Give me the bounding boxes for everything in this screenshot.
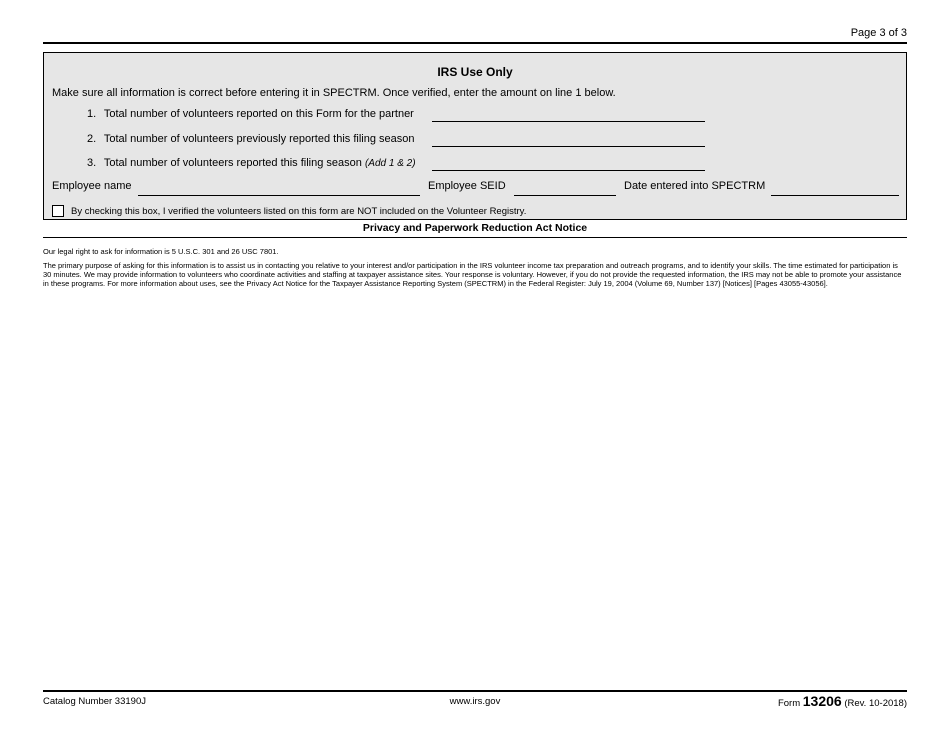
verification-checkbox[interactable] [52,205,64,217]
privacy-rule [43,237,907,238]
verification-row [52,205,526,217]
employee-name-label: Employee name [52,180,132,192]
irs-use-only-title: IRS Use Only [437,65,513,79]
line-1-field[interactable] [432,121,705,122]
line-1 [87,108,414,120]
form-prefix: Form [777,698,801,709]
bottom-rule [43,690,907,692]
date-entered-label: Date entered into SPECTRM [624,180,766,192]
verification-checkbox-label: By checking this box, I verified the volunteers listed on this form are NOT included on the Volunteer Registry. [71,205,527,217]
form-revision: (Rev. 10-2018) [844,698,907,709]
privacy-legal-right: Our legal right to ask for information is 5 U.S.C. 301 and 26 USC 7801. [43,247,279,256]
employee-seid-field[interactable] [514,195,616,196]
line-3 [87,157,416,169]
line-1-label: Total number of volunteers reported on this Form for the partner [103,108,414,120]
privacy-purpose: The primary purpose of asking for this information is to assist us in contacting you relative to your interest and/or participation in the IRS volunteer income tax preparation and outreach programs, and to identify your skills. The time estimated for participation is 30 minutes. We may provide information to volunteers who coordinate activities and staffing at taxpayer assistance sites. Your response is voluntary. However, if you do not provide the requested information, the IRS may not be able to promote your assistance in these programs. For more information about uses, see the Privacy Act Notice for the Taxpayer Assistance Reporting System (SPECTRM) in the Federal Register: July 19, 2004 (Volume 69, Number 137) [Notices] [Pages 43055-43056]. [43,261,902,288]
employee-name-field[interactable] [138,195,420,196]
form-identifier [778,693,907,709]
date-entered-field[interactable] [771,195,899,196]
line-1-number: 1. [87,108,97,120]
line-2-field[interactable] [432,146,705,147]
line-3-field[interactable] [432,170,705,171]
top-rule [43,42,907,44]
employee-seid-label: Employee SEID [428,180,506,192]
line-3-number: 3. [87,157,97,169]
line-2-label: Total number of volunteers previously reported this filing season [103,133,415,145]
line-2-number: 2. [87,133,97,145]
privacy-heading: Privacy and Paperwork Reduction Act Notice [362,222,588,234]
line-3-label: Total number of volunteers reported this filing season [103,157,362,169]
irs-instruction: Make sure all information is correct before entering it in SPECTRM. Once verified, enter the amount on line 1 below. [52,87,616,99]
line-3-note: (Add 1 & 2) [364,158,416,169]
form-number: 13206 [802,693,842,709]
irs-use-only-section [43,52,907,220]
catalog-number: Catalog Number 33190J [43,696,146,707]
website-link[interactable]: www.irs.gov [449,696,501,707]
line-2 [87,133,414,145]
page-number: Page 3 of 3 [850,27,907,39]
